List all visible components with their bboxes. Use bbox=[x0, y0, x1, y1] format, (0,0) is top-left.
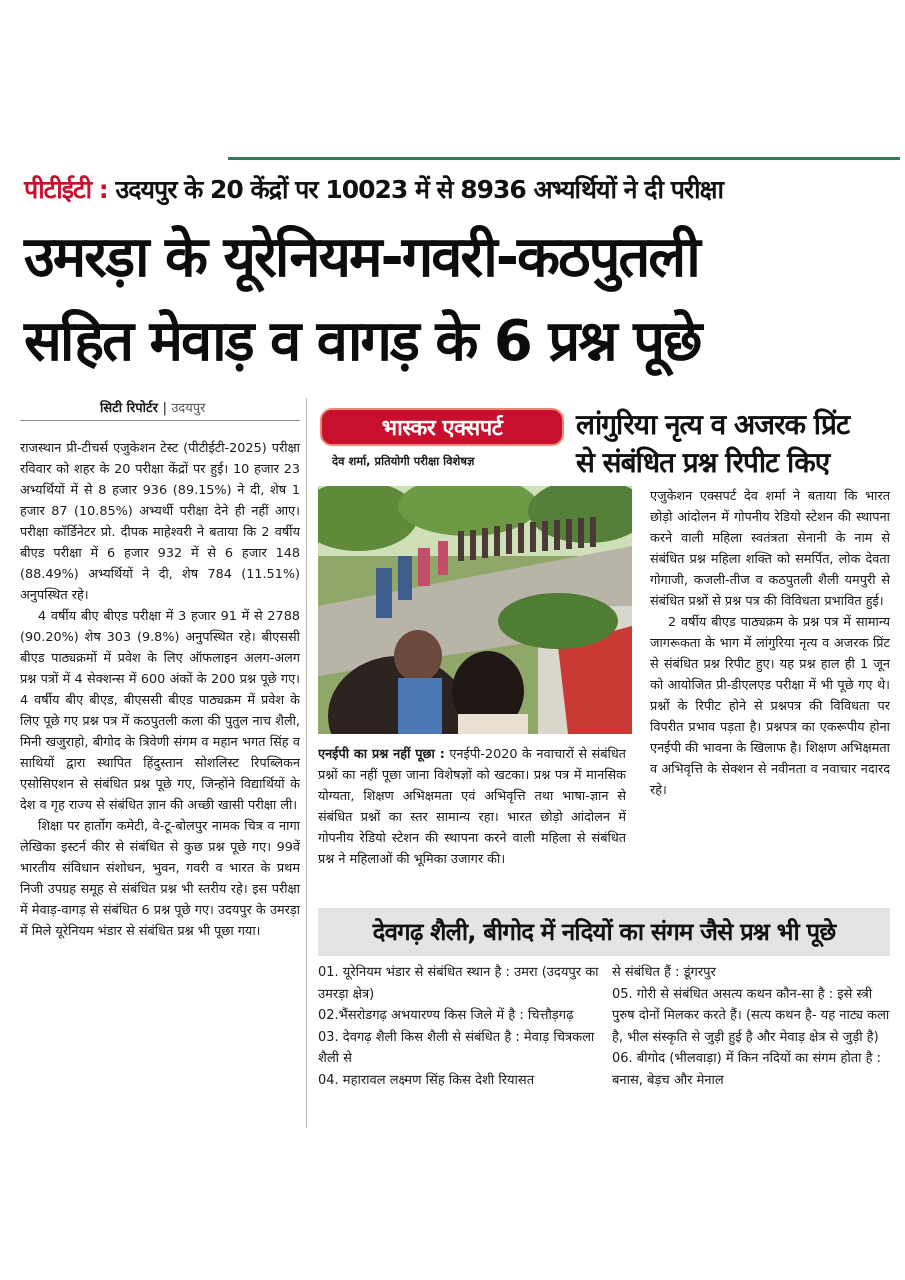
questions-heading: देवगढ़ शैली, बीगोद में नदियों का संगम जैसे प्रश्न भी पूछे bbox=[318, 908, 890, 956]
bhaskar-expert-badge: भास्कर एक्सपर्ट bbox=[320, 408, 564, 446]
question-item: 04. महारावल लक्ष्मण सिंह किस देशी रियासत bbox=[318, 1072, 535, 1088]
question-item: से संबंधित हैं : डूंगरपुर bbox=[612, 965, 716, 980]
expert-headline-line-1: लांगुरिया नृत्य व अजरक प्रिंट bbox=[576, 408, 850, 441]
kicker-label: पीटीईटी : bbox=[24, 175, 108, 204]
byline: सिटी रिपोर्टर | उदयपुर bbox=[100, 401, 206, 416]
right-column bbox=[650, 486, 890, 896]
left-paragraph: राजस्थान प्री-टीचर्स एजुकेशन टेस्ट (पीटीईटी-2025) परीक्षा रविवार को शहर के 20 परीक्षा केंद्रों पर हुई। 10 हजार 23 अभ्यर्थियों में से 8 हजार 936 (89.15%) ने दी, शेष 1 हजार 87 (10.85%) अभ्यर्थी परीक्षा देने ही नहीं आए। परीक्षा कॉर्डिनेटर प्रो. दीपक माहेश्वरी ने बताया कि 2 वर्षीय बीएड परीक्षा में 6 हजार 932 में से 6 हजार 148 (88.49%) अभ्यर्थियों ने दी, शेष 784 (11.51%) अनुपस्थित रहे। bbox=[20, 441, 300, 603]
left-paragraph: 4 वर्षीय बीए बीएड परीक्षा में 3 हजार 91 में से 2788 (90.20%) शेष 303 (9.8%) अनुपस्थित रहे। बीएससी बीएड पाठ्यक्रमों में प्रवेश के लिए ऑफलाइन अलग-अलग प्रश्न पत्रों में 4 सेक्शन्स में 600 अंकों के 200 प्रश्न पूछे गए। 4 वर्षीय बीए बीएड, बीएससी बीएड पाठ्यक्रम में प्रवेश के लिए पूछे गए प्रश्न पत्र में कठपुतली कला की पुतुल नाच शैली, मिनी खजुराहो, बीगोद के त्रिवेणी संगम व महान भगत सिंह व साथियों द्वारा स्थापित हिंदुस्तान सोशलिस्ट रिपब्लिकन एसोसिएशन से संबंधित प्रश्न पूछे गए, जिन्होंने विद्यार्थियों के देश व गृह राज्य से संबंधित ज्ञान की अच्छी खासी परीक्षा ली। bbox=[20, 609, 300, 813]
expert-name: देव शर्मा, प्रतियोगी परीक्षा विशेषज्ञ bbox=[332, 454, 475, 468]
headline-line-1: उमरड़ा के यूरेनियम-गवरी-कठपुतली bbox=[24, 225, 699, 290]
question-item: 02.भैंसरोडगढ़ अभयारण्य किस जिले में है : चित्तौड़गढ़ bbox=[318, 1008, 574, 1023]
kicker bbox=[24, 168, 894, 212]
right-paragraph: 2 वर्षीय बीएड पाठ्यक्रम के प्रश्न पत्र में सामान्य जागरूकता के भाग में लांगुरिया नृत्य व अजरक प्रिंट से संबंधित प्रश्न रिपीट हुए। यह प्रश्न हाल ही 1 जून को आयोजित प्री-डीएलएड परीक्षा में भी पूछे गए थे। प्रश्नों के रिपीट होने से प्रश्नपत्र की विविधता पर विपरीत प्रभाव पड़ता है। प्रश्नपत्र का एकरूपीय होना एनईपी की भावना के खिलाफ है। शिक्षण अभिक्षमता व अभिवृत्ति के सेक्शन से नवीनता व नवाचार नदारद रहे। bbox=[650, 615, 890, 798]
expert-headline-line-2: से संबंधित प्रश्न रिपीट किए bbox=[576, 446, 830, 479]
question-item: 05. गोरी से संबंधित असत्य कथन कौन-सा है : इसे स्त्री पुरुष दोनों मिलकर करते हैं। (सत्य कथन है- यह नाट्य कला है, भील संस्कृति से जुड़ी हुई है और मेवाड़ क्षेत्र से जुड़ी है) bbox=[612, 986, 890, 1045]
byline-reporter: सिटी रिपोर्टर bbox=[100, 401, 158, 416]
nep-text: एनईपी-2020 के नवाचारों से संबंधित प्रश्नों का नहीं पूछा जाना विशेषज्ञों को खटका। प्रश्न पत्र में मानसिक योग्यता, शिक्षण अभिक्षमता एवं अभिवृत्ति तथा भाषा-ज्ञान से संबंधित प्रश्नों का स्तर सामान्य रहा। भारत छोड़ो आंदोलन में गोपनीय रेडियो स्टेशन की स्थापना करने वाली महिला से संबंधित प्रश्न ने महिलाओं की भूमिका उजागर की। bbox=[318, 747, 626, 867]
left-column bbox=[20, 438, 300, 1128]
kicker-text: उदयपुर के 20 केंद्रों पर 10023 में से 8936 अभ्यर्थियों ने दी परीक्षा bbox=[115, 175, 723, 204]
headline-line-2: सहित मेवाड़ व वागड़ के 6 प्रश्न पूछे bbox=[24, 309, 701, 374]
column-divider bbox=[306, 398, 307, 1128]
questions-column-2 bbox=[612, 962, 892, 1091]
mid-column bbox=[318, 744, 626, 894]
right-paragraph: एजुकेशन एक्सपर्ट देव शर्मा ने बताया कि भारत छोड़ो आंदोलन में गोपनीय रेडियो स्टेशन की स्थापना करने वाली महिला स्वतंत्रता सेनानी के नाम से संबंधित प्रश्न महिला शक्ति को समर्पित, लोक देवता गोगाजी, कजली-तीज व कठपुतली शैली यमपुरी से संबंधित प्रश्नों से प्रश्न पत्र की विविधता प्रभावित हुई। bbox=[650, 489, 890, 609]
question-item: 06. बीगोद (भीलवाड़ा) में किन नदियों का संगम होता है : बनास, बेड़च और मेनाल bbox=[612, 1051, 882, 1088]
byline-city: उदयपुर bbox=[171, 401, 206, 416]
top-rule bbox=[228, 157, 900, 160]
questions-column-1 bbox=[318, 962, 600, 1091]
expert-headline bbox=[576, 406, 896, 482]
question-item: 03. देवगढ़ शैली किस शैली से संबंधित है : मेवाड़ चित्रकला शैली से bbox=[318, 1029, 595, 1066]
left-paragraph: शिक्षा पर हार्तोग कमेटी, वे-टू-बोलपुर नामक चित्र व नागा लेखिका इस्टर्न कीर से संबंधित से कुछ प्रश्न पूछे गए। 99वें भारतीय संविधान संशोधन, भुवन, गवरी व भारत के प्रथम निजी उपग्रह समूह से संबंधित प्रश्न भी स्तरीय रहे। इस परीक्षा में मेवाड़-वागड़ से संबंधित 6 प्रश्न पूछे गए। उदयपुर के उमरड़ा में मिले यूरेनियम भंडार से संबंधित प्रश्न भी पूछा गया। bbox=[20, 819, 300, 939]
question-item: 01. यूरेनियम भंडार से संबंधित स्थान है : उमरा (उदयपुर का उमरड़ा क्षेत्र) bbox=[318, 965, 599, 1002]
exam-queue-photo bbox=[318, 486, 632, 734]
byline-divider bbox=[20, 420, 300, 421]
nep-lead: एनईपी का प्रश्न नहीं पूछा : bbox=[318, 747, 445, 762]
